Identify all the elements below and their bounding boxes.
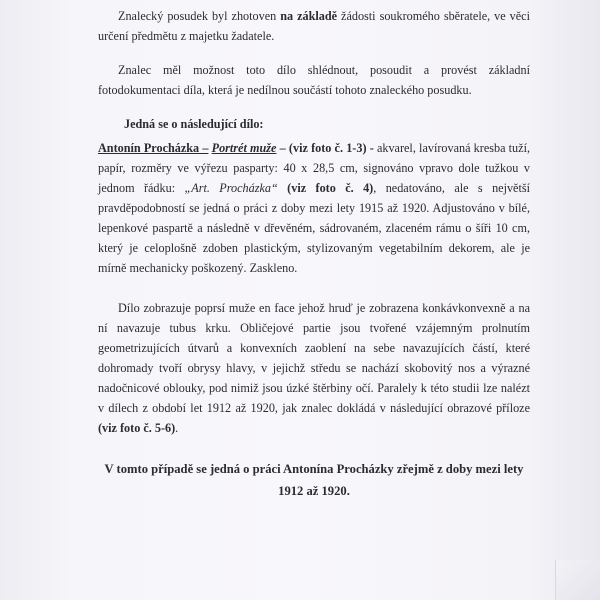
inspection-paragraph: Znalec měl možnost toto dílo shlédnout, posoudit a provést základní fotodokumentaci díla, která je nedílnou součástí tohoto znaleckého posudku. [98, 63, 530, 97]
intro-text-bold: na základě [280, 9, 338, 23]
artwork-title: Portrét muže [211, 141, 277, 155]
analysis-end: . [175, 421, 179, 435]
artwork-text-1: akvarel, lavírovaná kresba tuží, papír, rozměry ve výřezu pasparty: 40 x 28,5 cm, signováno vpravo dole tužkou v jednom řádku: [98, 141, 530, 195]
photo-ref-2: (viz foto č. 4) [277, 181, 374, 195]
intro-paragraph [98, 6, 530, 46]
intro-text-a: Znalecký posudek byl zhotoven [118, 9, 281, 23]
artwork-description [98, 138, 530, 278]
intro-text-c: žádosti soukromého sběratele, ve věci určení předmětu z majetku žadatele. [98, 9, 530, 43]
signature-text: „Art. Procházka“ [184, 181, 278, 195]
artist-name: Antonín Procházka – [98, 141, 209, 155]
analysis-text: Dílo zobrazuje poprsí muže en face jehož hruď je zobrazena konkávkonvexně a na ní navazuje tubus krku. Obličejové partie jsou tvořené vzájemným prolnutím geometrizujících útvarů a konvexních zaoblení na sebe navazujících částí, které dohromady tvoří obrysy hlavy, v jejichž středu se nachází skobovitý nos a výrazné nadočnicové oblouky, pod nimiž jsou úzké štěrbiny očí. Paralely k této studii lze nalézt v dílech z období let 1912 až 1920, jak znalec dokládá v následující obrazové příloze [98, 301, 530, 415]
photo-ref-1: – (viz foto č. 1-3) - [276, 141, 374, 155]
document-body [98, 6, 530, 502]
conclusion: V tomto případě se jedná o práci Antonína Procházky zřejmě z doby mezi lety 1912 až 1920. [104, 462, 524, 498]
artwork-text-2: , nedatováno, ale s největší pravděpodobností se jedná o práci z doby mezi lety 1915 až 1920. Adjustováno v bílé, lepenkové paspartě a následně v dřevěném, sádrovaném, zlaceném rámu o šíři 10 cm, který je celoplošně zdoben plastickým, stylizovaným vegetabilním dekorem, ale je mírně mechanicky poškozený. Zaskleno. [98, 181, 530, 275]
analysis-paragraph [98, 298, 530, 438]
next-page-corner [555, 560, 600, 600]
artwork-heading: Jedná se o následující dílo: [124, 117, 264, 131]
photo-ref-3: (viz foto č. 5-6) [98, 421, 176, 435]
